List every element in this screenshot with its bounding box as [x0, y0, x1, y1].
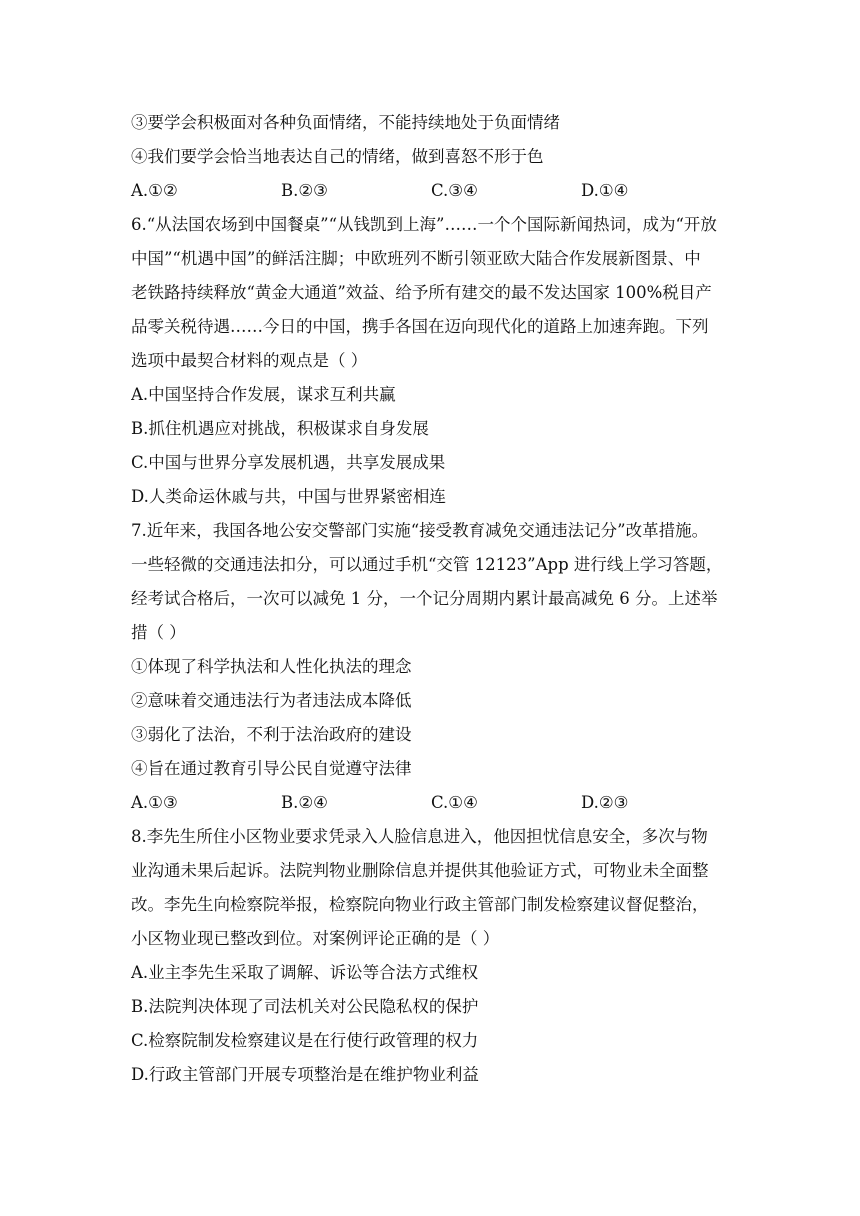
q6-stem-line: 老铁路持续释放“黄金大通道”效益、给予所有建交的最不发达国家 100%税目产 [131, 283, 712, 302]
q7-options [131, 786, 741, 820]
q5-option-a: A.①② [131, 181, 178, 200]
q6-stem-line: 选项中最契合材料的观点是（ ） [131, 351, 368, 370]
q7-item-2: ②意味着交通违法行为者违法成本降低 [131, 691, 412, 710]
q7-item-1: ①体现了科学执法和人性化执法的理念 [131, 657, 412, 676]
q7-option-c: C.①④ [431, 793, 478, 812]
q7-item-4: ④旨在通过教育引导公民自觉遵守法律 [131, 759, 412, 778]
q7-option-d: D.②③ [581, 793, 629, 812]
q8-option-b: B.法院判决体现了司法机关对公民隐私权的保护 [131, 997, 479, 1016]
q6-option-b: B.抓住机遇应对挑战，积极谋求自身发展 [131, 419, 429, 438]
q8-option-c: C.检察院制发检察建议是在行使行政管理的权力 [131, 1031, 479, 1050]
q6-stem-line: 6.“从法国农场到中国餐桌”“从钱凯到上海”……一个个国际新闻热词，成为“开放 [131, 215, 717, 234]
q5-option-c: C.③④ [431, 181, 478, 200]
q8-stem-line: 改。李先生向检察院举报，检察院向物业行政主管部门制发检察建议督促整治， [131, 895, 709, 914]
q5-option-b: B.②③ [281, 181, 328, 200]
q7-option-b: B.②④ [281, 793, 328, 812]
exam-content [131, 106, 741, 1092]
q8-option-d: D.行政主管部门开展专项整治是在维护物业利益 [131, 1065, 479, 1084]
q8-option-a: A.业主李先生采取了调解、诉讼等合法方式维权 [131, 963, 479, 982]
q6-option-c: C.中国与世界分享发展机遇，共享发展成果 [131, 453, 446, 472]
q6-option-a: A.中国坚持合作发展，谋求互利共赢 [131, 385, 396, 404]
q5-option-d: D.①④ [581, 181, 629, 200]
q5-options [131, 174, 741, 208]
q7-item-3: ③弱化了法治，不利于法治政府的建设 [131, 725, 412, 744]
q7-stem-line: 措（ ） [131, 623, 186, 642]
q7-option-a: A.①③ [131, 793, 178, 812]
q6-option-d: D.人类命运休戚与共，中国与世界紧密相连 [131, 487, 446, 506]
q7-stem-line: 经考试合格后，一次可以减免 1 分，一个记分周期内累计最高减免 6 分。上述举 [131, 589, 718, 608]
q6-stem-line: 中国”“机遇中国”的鲜活注脚；中欧班列不断引领亚欧大陆合作发展新图景、中 [131, 249, 701, 268]
q5-item-4: ④我们要学会恰当地表达自己的情绪，做到喜怒不形于色 [131, 147, 544, 166]
q6-stem-line: 品零关税待遇……今日的中国，携手各国在迈向现代化的道路上加速奔跑。下列 [131, 317, 709, 336]
q8-stem-line: 业沟通未果后起诉。法院判物业删除信息并提供其他验证方式，可物业未全面整 [131, 861, 709, 880]
q7-stem-line: 7.近年来，我国各地公安交警部门实施“接受教育减免交通违法记分”改革措施。 [131, 521, 709, 540]
q7-stem-line: 一些轻微的交通违法扣分，可以通过手机“交管 12123”App 进行线上学习答题， [131, 555, 723, 574]
q8-stem-line: 8.李先生所住小区物业要求凭录入人脸信息进入，他因担忧信息安全，多次与物 [131, 827, 708, 846]
q5-item-3: ③要学会积极面对各种负面情绪，不能持续地处于负面情绪 [131, 113, 560, 132]
q8-stem-line: 小区物业现已整改到位。对案例评论正确的是（ ） [131, 929, 500, 948]
